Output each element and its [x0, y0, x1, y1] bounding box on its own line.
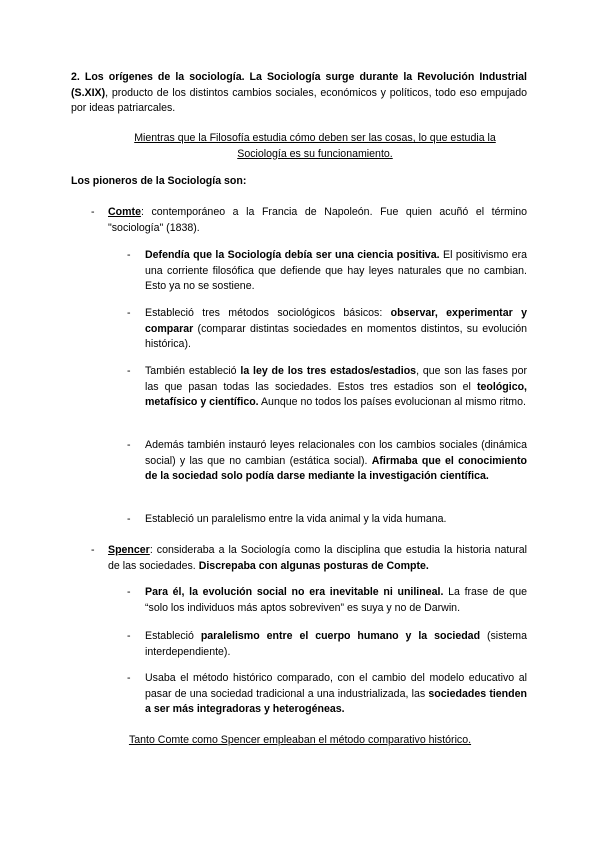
spencer-point-3-text: Usaba el método histórico comparado, con el cambio del modelo educativo al pasar de una sociedad tradicional a una industrializada, las — [145, 672, 527, 700]
sub-bullet-dash: - — [127, 672, 131, 684]
spencer-name: Spencer — [108, 544, 150, 556]
spencer-point-1-text: La frase de que “solo los individuos más aptos sobreviven” es suya y no de Darwin. — [145, 586, 527, 614]
spencer-point-1 — [145, 585, 527, 616]
intro-paragraph — [71, 70, 527, 117]
spencer-paragraph — [108, 543, 527, 574]
sub-bullet-dash: - — [127, 586, 131, 598]
pioneers-title-text: Los pioneros de la Sociología son: — [71, 175, 247, 187]
sub-bullet-dash: - — [127, 513, 131, 525]
comte-point-2-bold: observar, experimentar y comparar — [145, 307, 527, 335]
spencer-point-1-bold: Para él, la evolución social no era inevitable ni unilineal. — [145, 586, 444, 598]
comte-point-3 — [145, 364, 527, 411]
bullet-dash: - — [91, 206, 95, 218]
pioneers-title — [71, 174, 527, 190]
spencer-point-2-bold: paralelismo entre el cuerpo humano y la sociedad — [200, 630, 481, 642]
spencer-point-2-text-2: (sistema interdependiente). — [145, 630, 527, 658]
comte-point-4-bold: Afirmaba que el conocimiento de la sociedad solo podía darse mediante la investigación científica. — [145, 454, 527, 483]
comte-point-4-text: Además también instauró leyes relacionales con los cambios sociales (dinámica social) y las que no cambian (estática social). — [145, 439, 527, 467]
intro-heading: 2. Los orígenes de la sociología. La Sociología surge durante la Revolución Industrial (S.XIX) — [71, 71, 527, 99]
sub-bullet-dash: - — [127, 630, 131, 642]
comte-point-5-text: Estableció un paralelismo entre la vida animal y la vida humana. — [145, 513, 447, 525]
sub-bullet-dash: - — [127, 439, 131, 451]
comte-point-5 — [145, 512, 527, 528]
comte-desc: : contemporáneo a la Francia de Napoleón. Fue quien acuñó el término "sociología" (1838). — [108, 206, 527, 234]
intro-text: , producto de los distintos cambios sociales, económicos y políticos, todo eso empujado por ideas patriarcales. — [71, 86, 527, 115]
comte-point-2-text-2: (comparar distintas sociedades en momentos distintos, su evolución histórica). — [145, 322, 527, 351]
comte-point-3-text: También estableció — [145, 365, 241, 377]
comte-paragraph — [108, 205, 527, 236]
comte-point-2 — [145, 306, 527, 353]
spencer-point-3-bold: sociedades tienden a ser más integradoras y heterogéneas. — [145, 687, 527, 716]
spencer-point-2-text: Estableció — [145, 630, 201, 642]
comte-point-1 — [145, 248, 527, 295]
comte-point-4 — [145, 438, 527, 485]
comte-point-2-text: Estableció tres métodos sociológicos básicos: — [145, 307, 391, 319]
sub-bullet-dash: - — [127, 249, 131, 261]
closing-note: Tanto Comte como Spencer empleaban el método comparativo histórico. — [128, 734, 472, 746]
comte-point-1-text: El positivismo era una corriente filosófica que defiende que hay leyes naturales que no cambian. Esto ya no se sostiene. — [145, 249, 527, 293]
sub-bullet-dash: - — [127, 307, 131, 319]
comte-name: Comte — [108, 206, 141, 218]
spencer-desc: : consideraba a la Sociología como la disciplina que estudia la historia natural de las sociedades. — [108, 544, 527, 572]
spencer-desc-bold: Discrepaba con algunas posturas de Compte. — [198, 559, 429, 572]
comte-point-3-text-3: Aunque no todos los países evolucionan al mismo ritmo. — [258, 396, 526, 409]
comte-point-3-text-2: , que son las fases por las que pasan todas las sociedades. Estos tres estadios son el — [145, 365, 527, 393]
comte-point-3-bold-2: teológico, metafísico y científico. — [145, 380, 527, 409]
comte-point-3-bold: la ley de los tres estados/estadios — [240, 365, 417, 377]
bullet-dash: - — [91, 544, 95, 556]
sub-bullet-dash: - — [127, 365, 131, 377]
spencer-point-3 — [145, 671, 527, 718]
comte-point-1-bold: Defendía que la Sociología debía ser una ciencia positiva. — [145, 249, 440, 261]
philosophy-quote: Mientras que la Filosofía estudia cómo deben ser las cosas, lo que estudia la Sociología es su funcionamiento. — [134, 132, 496, 160]
spencer-point-2 — [145, 629, 527, 660]
